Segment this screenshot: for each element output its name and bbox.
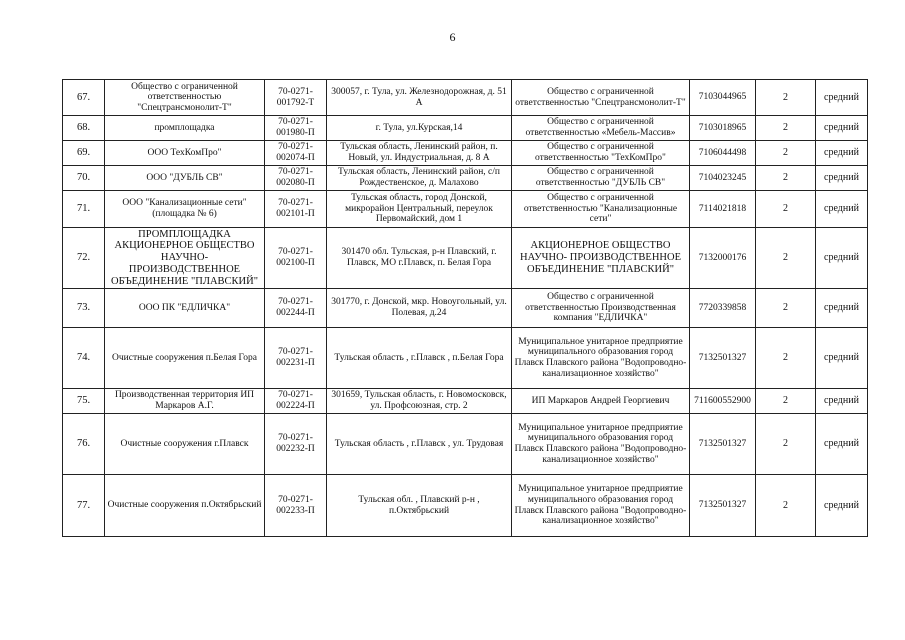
object-class: 2 xyxy=(756,475,816,537)
owner-inn: 7720339858 xyxy=(690,289,756,328)
row-number: 71. xyxy=(63,191,105,228)
row-number: 69. xyxy=(63,141,105,166)
table-row xyxy=(63,166,868,191)
object-owner: АКЦИОНЕРНОЕ ОБЩЕСТВО НАУЧНО- ПРОИЗВОДСТВЕННОЕ ОБЪЕДИНЕНИЕ "ПЛАВСКИЙ" xyxy=(512,228,690,289)
row-number: 76. xyxy=(63,414,105,475)
table-row xyxy=(63,414,868,475)
object-code: 70-0271-002074-П xyxy=(265,141,327,166)
object-class: 2 xyxy=(756,166,816,191)
object-address: 300057, г. Тула, ул. Железнодорожная, д. 51 А xyxy=(327,80,512,116)
object-category: средний xyxy=(816,289,868,328)
object-code: 70-0271-002233-П xyxy=(265,475,327,537)
object-class: 2 xyxy=(756,328,816,389)
table-row xyxy=(63,191,868,228)
row-number: 70. xyxy=(63,166,105,191)
object-owner: Общество с ограниченной ответственностью "ДУБЛЬ СВ" xyxy=(512,166,690,191)
object-category: средний xyxy=(816,389,868,414)
object-owner: Общество с ограниченной ответственностью «Мебель-Массив» xyxy=(512,116,690,141)
object-owner: Муниципальное унитарное предприятие муниципального образования город Плавск Плавского района "Водопроводно-канализационное хозяйство" xyxy=(512,328,690,389)
object-owner: Муниципальное унитарное предприятие муниципального образования город Плавск Плавского района "Водопроводно-канализационное хозяйство" xyxy=(512,475,690,537)
owner-inn: 7132501327 xyxy=(690,475,756,537)
object-owner: Общество с ограниченной ответственностью Производственная компания "ЕДЛИЧКА" xyxy=(512,289,690,328)
object-class: 2 xyxy=(756,191,816,228)
table-row xyxy=(63,289,868,328)
object-class: 2 xyxy=(756,289,816,328)
object-category: средний xyxy=(816,191,868,228)
object-name: ООО ТехКомПро" xyxy=(105,141,265,166)
object-owner: Муниципальное унитарное предприятие муниципального образования город Плавск Плавского района "Водопроводно-канализационное хозяйство" xyxy=(512,414,690,475)
object-name: ПРОМПЛОЩАДКА АКЦИОНЕРНОЕ ОБЩЕСТВО НАУЧНО-ПРОИЗВОДСТВЕННОЕ ОБЪЕДИНЕНИЕ "ПЛАВСКИЙ" xyxy=(105,228,265,289)
object-name: ООО "ДУБЛЬ СВ" xyxy=(105,166,265,191)
object-category: средний xyxy=(816,166,868,191)
owner-inn: 7104023245 xyxy=(690,166,756,191)
object-owner: Общество с ограниченной ответственностью "ТехКомПро" xyxy=(512,141,690,166)
object-class: 2 xyxy=(756,80,816,116)
object-code: 70-0271-002100-П xyxy=(265,228,327,289)
object-name: Производственная территория ИП Маркаров А.Г. xyxy=(105,389,265,414)
object-owner: ИП Маркаров Андрей Георгиевич xyxy=(512,389,690,414)
table-row xyxy=(63,141,868,166)
object-code: 70-0271-002231-П xyxy=(265,328,327,389)
row-number: 68. xyxy=(63,116,105,141)
object-code: 70-0271-002224-П xyxy=(265,389,327,414)
row-number: 77. xyxy=(63,475,105,537)
objects-registry-table xyxy=(62,79,868,537)
object-address: Тульская обл. , Плавский р-н , п.Октябрьский xyxy=(327,475,512,537)
object-class: 2 xyxy=(756,414,816,475)
object-address: 301659, Тульская область, г. Новомосковск, ул. Профсоюзная, стр. 2 xyxy=(327,389,512,414)
table-row xyxy=(63,389,868,414)
object-address: 301470 обл. Тульская, р-н Плавский, г. Плавск, МО г.Плавск, п. Белая Гора xyxy=(327,228,512,289)
object-owner: Общество с ограниченной ответственностью "Канализационные сети" xyxy=(512,191,690,228)
object-category: средний xyxy=(816,116,868,141)
object-class: 2 xyxy=(756,228,816,289)
object-name: ООО ПК "ЕДЛИЧКА" xyxy=(105,289,265,328)
object-address: Тульская область, город Донской, микрорайон Центральный, переулок Первомайский, дом 1 xyxy=(327,191,512,228)
table-row xyxy=(63,116,868,141)
object-category: средний xyxy=(816,141,868,166)
object-class: 2 xyxy=(756,141,816,166)
object-address: Тульская область , г.Плавск , п.Белая Гора xyxy=(327,328,512,389)
object-address: 301770, г. Донской, мкр. Новоугольный, ул. Полевая, д.24 xyxy=(327,289,512,328)
table-row xyxy=(63,228,868,289)
object-address: Тульская область, Ленинский район, п. Новый, ул. Индустриальная, д. 8 А xyxy=(327,141,512,166)
object-code: 70-0271-002232-П xyxy=(265,414,327,475)
row-number: 74. xyxy=(63,328,105,389)
object-address: Тульская область , г.Плавск , ул. Трудовая xyxy=(327,414,512,475)
object-name: Очистные сооружения п.Белая Гора xyxy=(105,328,265,389)
object-class: 2 xyxy=(756,116,816,141)
object-category: средний xyxy=(816,80,868,116)
object-code: 70-0271-001980-П xyxy=(265,116,327,141)
row-number: 72. xyxy=(63,228,105,289)
page-number: 6 xyxy=(449,30,456,44)
object-name: ООО "Канализационные сети" (площадка № 6) xyxy=(105,191,265,228)
object-name: Очистные сооружения г.Плавск xyxy=(105,414,265,475)
object-address: Тульская область, Ленинский район, с/п Рождественское, д. Малахово xyxy=(327,166,512,191)
owner-inn: 7114021818 xyxy=(690,191,756,228)
owner-inn: 7132501327 xyxy=(690,414,756,475)
owner-inn: 7103018965 xyxy=(690,116,756,141)
object-owner: Общество с ограниченной ответственностью "Спецтрансмонолит-Т" xyxy=(512,80,690,116)
owner-inn: 7106044498 xyxy=(690,141,756,166)
object-name: Очистные сооружения п.Октябрьский xyxy=(105,475,265,537)
object-class: 2 xyxy=(756,389,816,414)
object-address: г. Тула, ул.Курская,14 xyxy=(327,116,512,141)
object-category: средний xyxy=(816,414,868,475)
object-code: 70-0271-002080-П xyxy=(265,166,327,191)
owner-inn: 711600552900 xyxy=(690,389,756,414)
owner-inn: 7103044965 xyxy=(690,80,756,116)
table-row xyxy=(63,80,868,116)
object-name: промплощадка xyxy=(105,116,265,141)
row-number: 75. xyxy=(63,389,105,414)
object-name: Общество с ограниченной ответственностью "Спецтрансмонолит-Т" xyxy=(105,80,265,116)
object-code: 70-0271-002244-П xyxy=(265,289,327,328)
object-code: 70-0271-001792-Т xyxy=(265,80,327,116)
row-number: 73. xyxy=(63,289,105,328)
row-number: 67. xyxy=(63,80,105,116)
object-category: средний xyxy=(816,328,868,389)
object-category: средний xyxy=(816,228,868,289)
object-category: средний xyxy=(816,475,868,537)
object-code: 70-0271-002101-П xyxy=(265,191,327,228)
table-row xyxy=(63,475,868,537)
table-row xyxy=(63,328,868,389)
owner-inn: 7132501327 xyxy=(690,328,756,389)
owner-inn: 7132000176 xyxy=(690,228,756,289)
